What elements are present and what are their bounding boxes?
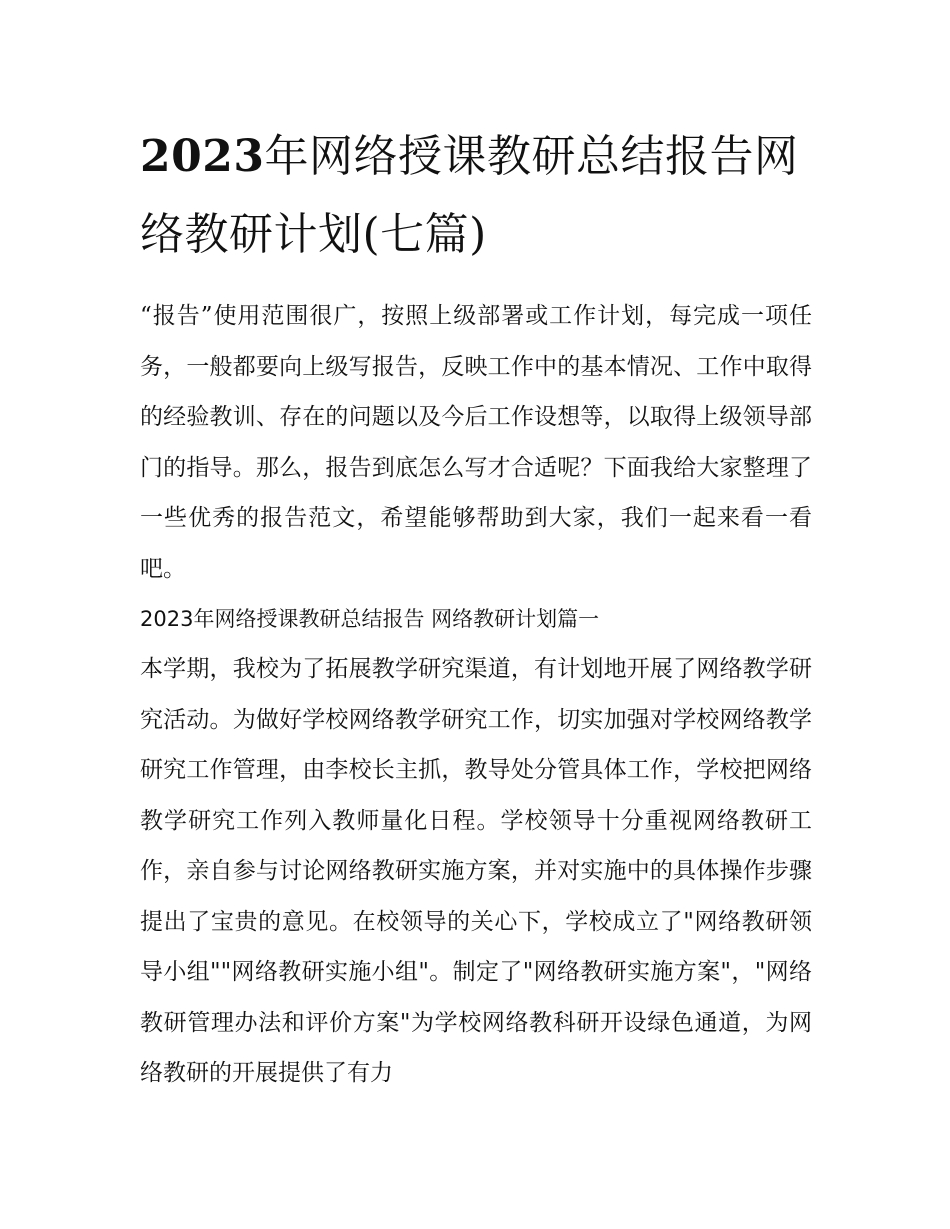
document-page — [140, 118, 812, 1099]
title-year: 2023 — [140, 131, 265, 182]
section-heading: 2023年网络授课教研总结报告 网络教研计划篇一 — [140, 607, 600, 631]
intro-paragraph: “报告”使用范围很广，按照上级部署或工作计划，每完成一项任务，一般都要向上级写报告，反映工作中的基本情况、工作中取得的经验教训、存在的问题以及今后工作设想等，以取得上级领导部门的指导。那么，报告到底怎么写才合适呢？下面我给大家整理了一些优秀的报告范文，希望能够帮助到大家，我们一起来看一看吧。 — [140, 303, 812, 582]
section-body: 本学期，我校为了拓展教学研究渠道，有计划地开展了网络教学研究活动。为做好学校网络教学研究工作，切实加强对学校网络教学研究工作管理，由李校长主抓，教导处分管具体工作，学校把网络教学研究工作列入教师量化日程。学校领导十分重视网络教研工作，亲自参与讨论网络教研实施方案，并对实施中的具体操作步骤提出了宝贵的意见。在校领导的关心下，学校成立了"网络教研领导小组""网络教研实施小组"。制定了"网络教研实施方案"，"网络教研管理办法和评价方案"为学校网络教科研开设绿色通道，为网络教研的开展提供了有力 — [140, 656, 812, 1086]
document-title — [140, 118, 812, 274]
title-text: 年网络授课教研总结报告网络教研计划(七篇) — [140, 131, 799, 260]
